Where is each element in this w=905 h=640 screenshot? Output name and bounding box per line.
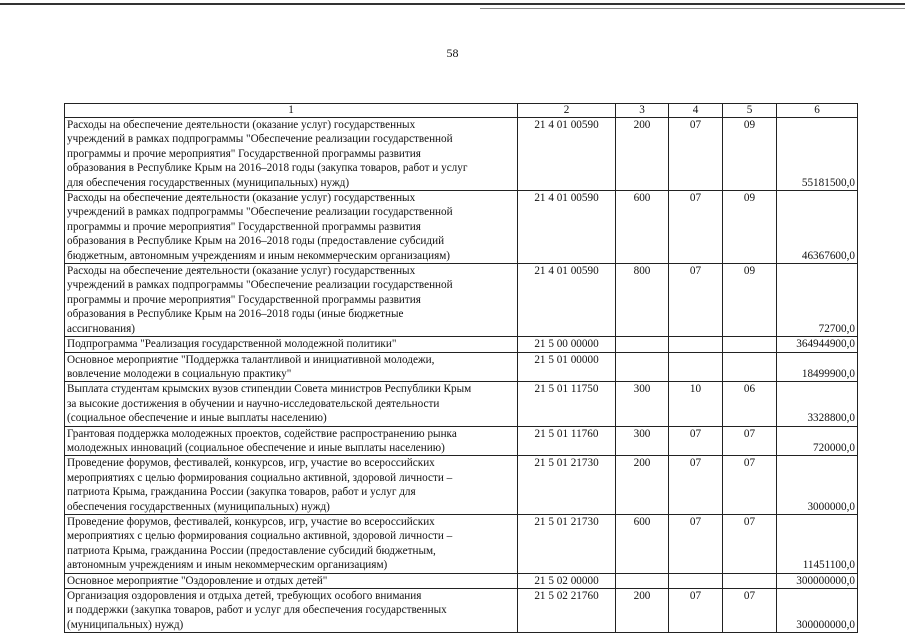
row-name: Основное мероприятие "Поддержка талантливой и инициативной молодежи, вовлечение молодежи в социальную практику" xyxy=(65,352,518,382)
row-target-code: 21 5 01 11750 xyxy=(518,382,616,426)
row-section: 07 xyxy=(669,264,723,337)
row-expense-type: 600 xyxy=(616,191,669,264)
header-col-4: 4 xyxy=(669,104,723,118)
row-expense-type: 600 xyxy=(616,514,669,573)
row-section: 07 xyxy=(669,514,723,573)
table-row xyxy=(65,264,858,337)
row-subsection xyxy=(723,337,777,352)
row-amount: 18499900,0 xyxy=(777,352,858,382)
row-subsection: 07 xyxy=(723,426,777,456)
row-amount: 300000000,0 xyxy=(777,573,858,588)
row-section xyxy=(669,337,723,352)
table-row xyxy=(65,191,858,264)
row-section: 07 xyxy=(669,191,723,264)
row-name: Проведение форумов, фестивалей, конкурсов, игр, участие во всероссийских мероприятиях с целью формирования социально активной, здоровой личности – патриота Крыма, гражданина России (закупка товаров, работ и услуг для обеспечения государственных (муниципальных) нужд) xyxy=(65,456,518,515)
row-amount: 720000,0 xyxy=(777,426,858,456)
header-col-5: 5 xyxy=(723,104,777,118)
row-target-code: 21 5 02 00000 xyxy=(518,573,616,588)
row-section: 10 xyxy=(669,382,723,426)
row-amount: 55181500,0 xyxy=(777,118,858,191)
row-amount: 72700,0 xyxy=(777,264,858,337)
table-row xyxy=(65,514,858,573)
row-name: Проведение форумов, фестивалей, конкурсов, игр, участие во всероссийских мероприятиях с целью формирования социально активной, здоровой личности – патриота Крыма, гражданина России (предоставление субсидий бюджетным, автономным учреждениям и иным некоммерческим организациям) xyxy=(65,514,518,573)
top-border-line xyxy=(0,3,905,5)
header-col-1: 1 xyxy=(65,104,518,118)
row-expense-type: 200 xyxy=(616,456,669,515)
row-name: Основное мероприятие "Оздоровление и отдых детей" xyxy=(65,573,518,588)
row-amount: 3000000,0 xyxy=(777,456,858,515)
header-col-2: 2 xyxy=(518,104,616,118)
row-section: 07 xyxy=(669,589,723,633)
table-row xyxy=(65,382,858,426)
row-target-code: 21 5 01 11760 xyxy=(518,426,616,456)
row-expense-type: 200 xyxy=(616,589,669,633)
row-name: Подпрограмма "Реализация государственной молодежной политики" xyxy=(65,337,518,352)
table-row xyxy=(65,573,858,588)
row-subsection xyxy=(723,352,777,382)
row-name: Грантовая поддержка молодежных проектов, содействие распространению рынка молодежных инноваций (социальное обеспечение и иные выплаты населению) xyxy=(65,426,518,456)
row-section: 07 xyxy=(669,118,723,191)
row-expense-type xyxy=(616,352,669,382)
row-expense-type xyxy=(616,337,669,352)
row-section xyxy=(669,352,723,382)
row-name: Организация оздоровления и отдыха детей, требующих особого внимания и поддержки (закупка товаров, работ и услуг для обеспечения государственных (муниципальных) нужд) xyxy=(65,589,518,633)
row-name: Расходы на обеспечение деятельности (оказание услуг) государственных учреждений в рамках подпрограммы "Обеспечение реализации государственной программы и прочие мероприятия" Государственной программы развития образования в Республике Крым на 2016–2018 годы (иные бюджетные ассигнования) xyxy=(65,264,518,337)
row-expense-type: 300 xyxy=(616,382,669,426)
row-expense-type: 300 xyxy=(616,426,669,456)
row-subsection: 07 xyxy=(723,589,777,633)
header-col-3: 3 xyxy=(616,104,669,118)
row-amount: 11451100,0 xyxy=(777,514,858,573)
row-section: 07 xyxy=(669,426,723,456)
table-row xyxy=(65,118,858,191)
row-subsection: 09 xyxy=(723,118,777,191)
row-subsection: 07 xyxy=(723,456,777,515)
row-target-code: 21 5 01 21730 xyxy=(518,456,616,515)
row-target-code: 21 5 01 00000 xyxy=(518,352,616,382)
budget-table xyxy=(64,103,858,633)
table-row xyxy=(65,352,858,382)
row-amount: 300000000,0 xyxy=(777,589,858,633)
row-target-code: 21 5 01 21730 xyxy=(518,514,616,573)
row-target-code: 21 5 00 00000 xyxy=(518,337,616,352)
row-expense-type: 200 xyxy=(616,118,669,191)
row-amount: 3328800,0 xyxy=(777,382,858,426)
row-expense-type: 800 xyxy=(616,264,669,337)
row-section xyxy=(669,573,723,588)
page-number: 58 xyxy=(446,46,459,60)
row-subsection: 07 xyxy=(723,514,777,573)
header-row xyxy=(65,104,858,118)
row-expense-type xyxy=(616,573,669,588)
row-target-code: 21 4 01 00590 xyxy=(518,118,616,191)
row-name: Расходы на обеспечение деятельности (оказание услуг) государственных учреждений в рамках подпрограммы "Обеспечение реализации государственной программы и прочие мероприятия" Государственной программы развития образования в Республике Крым на 2016–2018 годы (предоставление субсидий бюджетным, автономным учреждениям и иным некоммерческим организациям) xyxy=(65,191,518,264)
row-target-code: 21 4 01 00590 xyxy=(518,191,616,264)
row-name: Выплата студентам крымских вузов стипендии Совета министров Республики Крым за высокие достижения в обучении и научно-исследовательской деятельности (социальное обеспечение и иные выплаты населению) xyxy=(65,382,518,426)
table-row xyxy=(65,426,858,456)
row-subsection: 09 xyxy=(723,191,777,264)
row-subsection: 09 xyxy=(723,264,777,337)
header-col-6: 6 xyxy=(777,104,858,118)
row-amount: 46367600,0 xyxy=(777,191,858,264)
row-name: Расходы на обеспечение деятельности (оказание услуг) государственных учреждений в рамках подпрограммы "Обеспечение реализации государственной программы и прочие мероприятия" Государственной программы развития образования в Республике Крым на 2016–2018 годы (закупка товаров, работ и услуг для обеспечения государственных (муниципальных) нужд) xyxy=(65,118,518,191)
row-subsection: 06 xyxy=(723,382,777,426)
row-amount: 364944900,0 xyxy=(777,337,858,352)
top-border-line-secondary xyxy=(480,8,905,9)
row-target-code: 21 5 02 21760 xyxy=(518,589,616,633)
row-target-code: 21 4 01 00590 xyxy=(518,264,616,337)
row-subsection xyxy=(723,573,777,588)
row-section: 07 xyxy=(669,456,723,515)
table-row xyxy=(65,456,858,515)
table-row xyxy=(65,589,858,633)
table-row xyxy=(65,337,858,352)
